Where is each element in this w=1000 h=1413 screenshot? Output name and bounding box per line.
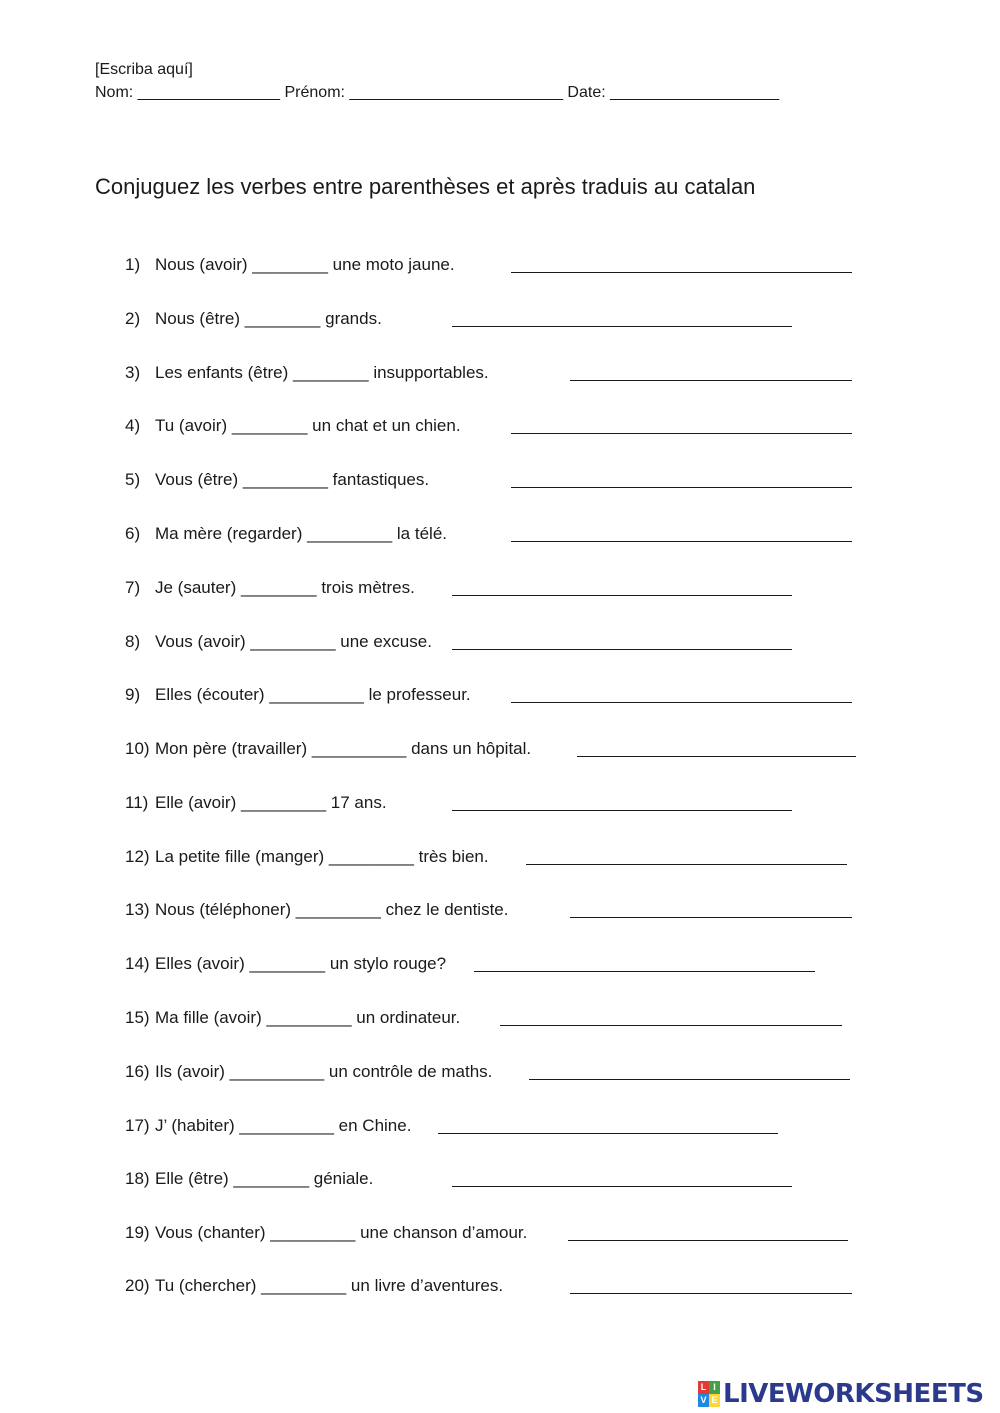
worksheet-title: Conjuguez les verbes entre parenthèses et après traduis au catalan [95, 174, 756, 199]
translation-answer-line[interactable] [570, 917, 852, 918]
exercise-sentence: Mon père (travailler) __________ dans un hôpital. [155, 739, 532, 758]
exercise-sentence: Tu (avoir) ________ un chat et un chien. [155, 416, 461, 435]
exercise-item-1 [0, 254, 1000, 276]
translation-answer-line[interactable] [452, 326, 792, 327]
translation-answer-line[interactable] [511, 272, 852, 273]
translation-answer-line[interactable] [438, 1133, 778, 1134]
translation-answer-line[interactable] [452, 1186, 792, 1187]
exercise-sentence: Les enfants (être) ________ insupportables. [155, 363, 489, 382]
exercise-number: 17) [125, 1116, 150, 1135]
logo-letter-e: E [709, 1394, 720, 1407]
exercise-number: 12) [125, 847, 150, 866]
exercise-sentence: J’ (habiter) __________ en Chine. [155, 1116, 412, 1135]
exercise-item-18 [0, 1168, 1000, 1190]
liveworksheets-logo [698, 1378, 984, 1410]
exercise-sentence: Nous (téléphoner) _________ chez le dentiste. [155, 900, 509, 919]
exercise-number: 6) [125, 524, 141, 543]
exercise-number: 13) [125, 900, 150, 919]
exercise-sentence: Elles (écouter) __________ le professeur. [155, 685, 471, 704]
translation-answer-line[interactable] [526, 864, 847, 865]
exercise-item-17 [0, 1115, 1000, 1137]
exercise-number: 9) [125, 685, 141, 704]
translation-answer-line[interactable] [511, 487, 852, 488]
translation-answer-line[interactable] [452, 810, 792, 811]
exercise-item-16 [0, 1061, 1000, 1083]
exercise-sentence: Tu (chercher) _________ un livre d’aventures. [155, 1276, 504, 1295]
exercise-item-9 [0, 684, 1000, 706]
exercise-number: 1) [125, 255, 141, 274]
exercise-item-13 [0, 899, 1000, 921]
exercise-number: 10) [125, 739, 150, 758]
exercise-number: 18) [125, 1169, 150, 1188]
exercise-sentence: Elle (être) ________ géniale. [155, 1169, 374, 1188]
translation-answer-line[interactable] [570, 1293, 852, 1294]
liveworksheets-logo-icon [698, 1381, 720, 1407]
exercise-item-4 [0, 415, 1000, 437]
translation-answer-line[interactable] [570, 380, 852, 381]
exercise-number: 8) [125, 632, 141, 651]
exercise-number: 11) [125, 793, 149, 812]
exercise-item-2 [0, 308, 1000, 330]
exercise-item-8 [0, 631, 1000, 653]
translation-answer-line[interactable] [452, 595, 792, 596]
exercise-sentence: Nous (avoir) ________ une moto jaune. [155, 255, 455, 274]
exercise-number: 20) [125, 1276, 150, 1295]
translation-answer-line[interactable] [500, 1025, 842, 1026]
translation-answer-line[interactable] [452, 649, 792, 650]
exercise-number: 3) [125, 363, 141, 382]
translation-answer-line[interactable] [511, 433, 852, 434]
exercise-item-11 [0, 792, 1000, 814]
exercise-item-14 [0, 953, 1000, 975]
exercise-sentence: La petite fille (manger) _________ très bien. [155, 847, 489, 866]
exercise-item-20 [0, 1275, 1000, 1297]
exercise-number: 15) [125, 1008, 150, 1027]
exercise-number: 14) [125, 954, 150, 973]
exercise-number: 7) [125, 578, 141, 597]
exercise-sentence: Vous (être) _________ fantastiques. [155, 470, 430, 489]
exercise-item-3 [0, 362, 1000, 384]
exercise-number: 2) [125, 309, 141, 328]
header-placeholder: [Escriba aquí] [95, 61, 193, 78]
exercise-sentence: Ma mère (regarder) _________ la télé. [155, 524, 447, 543]
exercise-item-19 [0, 1222, 1000, 1244]
logo-letter-v: V [698, 1394, 709, 1407]
translation-answer-line[interactable] [577, 756, 856, 757]
exercise-item-15 [0, 1007, 1000, 1029]
exercise-sentence: Ma fille (avoir) _________ un ordinateur. [155, 1008, 461, 1027]
liveworksheets-wordmark: LIVEWORKSHEETS [723, 1379, 984, 1409]
translation-answer-line[interactable] [529, 1079, 850, 1080]
exercise-sentence: Je (sauter) ________ trois mètres. [155, 578, 415, 597]
exercise-sentence: Ils (avoir) __________ un contrôle de maths. [155, 1062, 493, 1081]
exercise-number: 19) [125, 1223, 150, 1242]
translation-answer-line[interactable] [474, 971, 815, 972]
exercise-item-10 [0, 738, 1000, 760]
exercise-number: 4) [125, 416, 141, 435]
header-fields-line: Nom: ________________ Prénom: ________________________ Date: ___________________ [95, 84, 780, 101]
logo-letter-i: I [709, 1381, 720, 1394]
exercise-item-12 [0, 846, 1000, 868]
translation-answer-line[interactable] [511, 541, 852, 542]
exercise-number: 5) [125, 470, 141, 489]
translation-answer-line[interactable] [568, 1240, 848, 1241]
exercise-item-6 [0, 523, 1000, 545]
exercise-item-7 [0, 577, 1000, 599]
logo-letter-l: L [698, 1381, 709, 1394]
exercise-sentence: Elle (avoir) _________ 17 ans. [155, 793, 387, 812]
exercise-sentence: Elles (avoir) ________ un stylo rouge? [155, 954, 447, 973]
exercise-sentence: Nous (être) ________ grands. [155, 309, 382, 328]
exercise-number: 16) [125, 1062, 150, 1081]
exercise-item-5 [0, 469, 1000, 491]
exercise-sentence: Vous (avoir) _________ une excuse. [155, 632, 432, 651]
translation-answer-line[interactable] [511, 702, 852, 703]
exercise-sentence: Vous (chanter) _________ une chanson d’amour. [155, 1223, 528, 1242]
